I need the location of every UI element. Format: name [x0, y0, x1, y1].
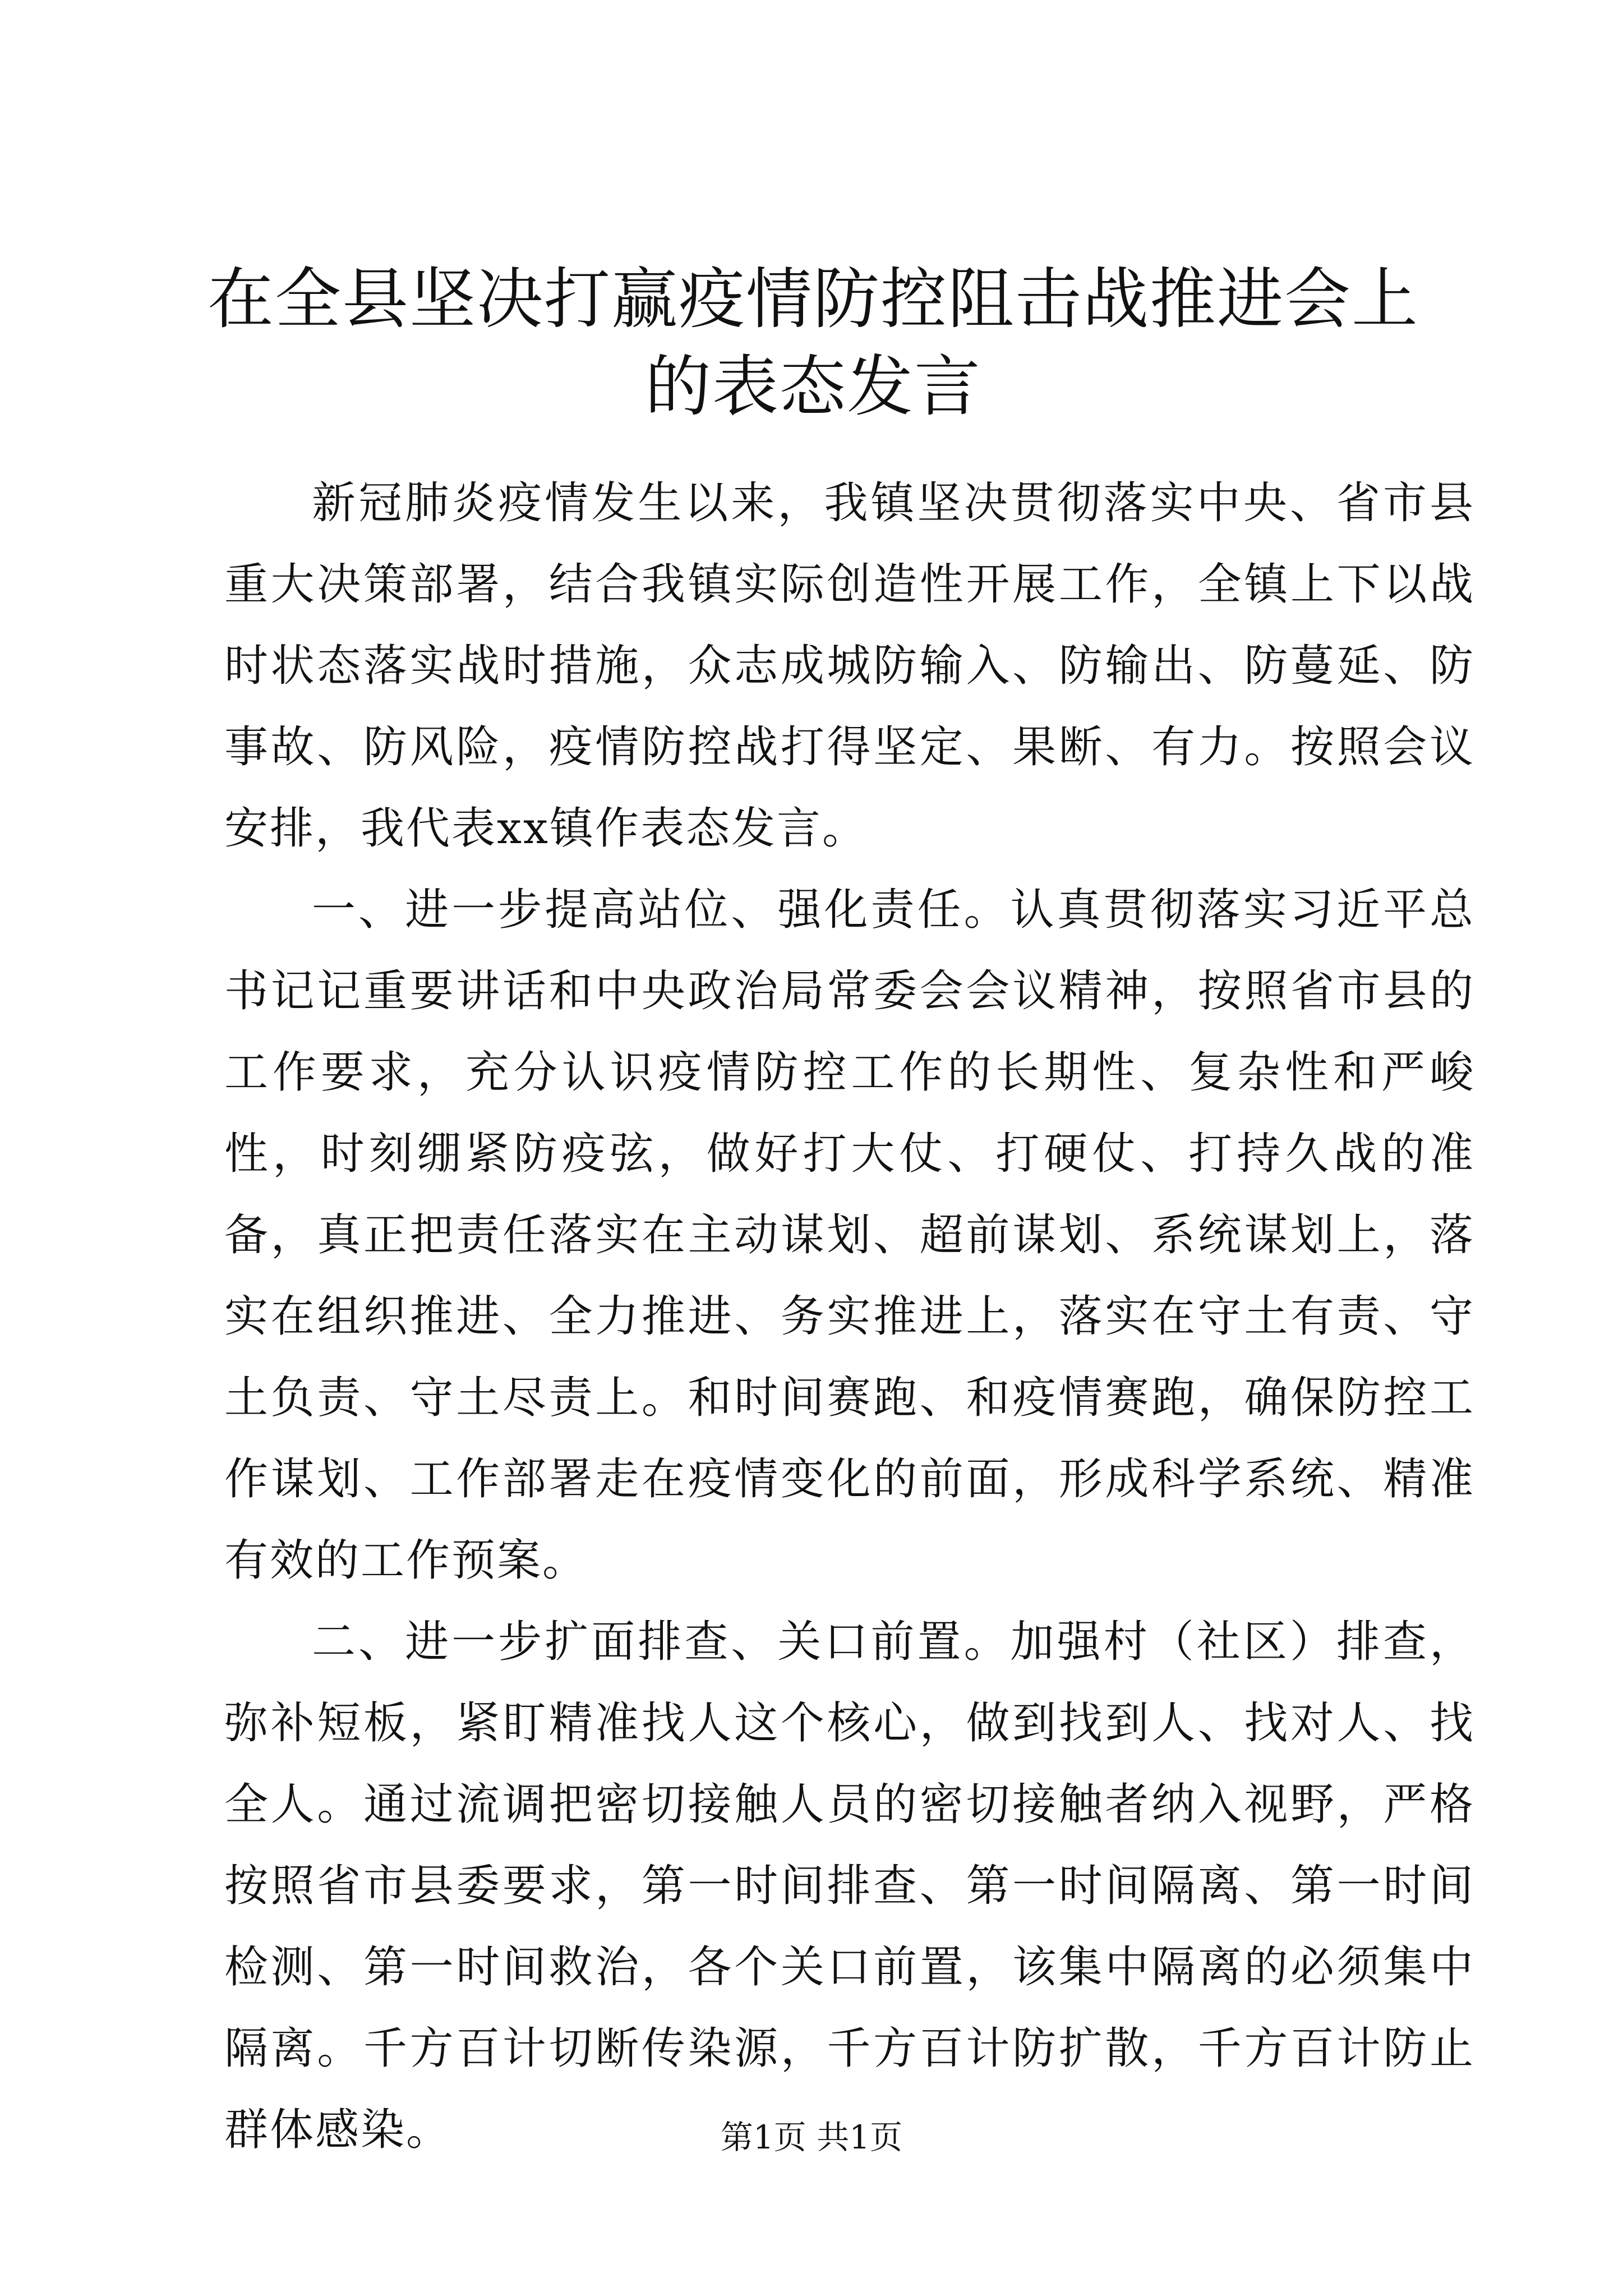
paragraph-section-two: 二、进一步扩面排查、关口前置。加强村（社区）排查，弥补短板，紧盯精准找人这个核心，做到找到人、找对人、找全人。通过流调把密切接触人员的密切接触者纳入视野，严格按照省市县委要求，第一时间排查、第一时间隔离、第一时间检测、第一时间救治，各个关口前置，该集中隔离的必须集中隔离。千方百计切断传染源，千方百计防扩散，千方百计防止群体感染。 — [224, 1617, 1475, 2155]
paragraph-intro: 新冠肺炎疫情发生以来，我镇坚决贯彻落实中央、省市县重大决策部署，结合我镇实际创造性开展工作，全镇上下以战时状态落实战时措施，众志成城防输入、防输出、防蔓延、防事故、防风险，疫情防控战打得坚定、果断、有力。按照会议安排，我代表xx镇作表态发言。 — [224, 478, 1475, 854]
page-footer: 第1页 共1页 — [720, 2118, 903, 2156]
paragraph-section-one: 一、进一步提高站位、强化责任。认真贯彻落实习近平总书记记重要讲话和中央政治局常委会会议精神，按照省市县的工作要求，充分认识疫情防控工作的长期性、复杂性和严峻性，时刻绷紧防疫弦，做好打大仗、打硬仗、打持久战的准备，真正把责任落实在主动谋划、超前谋划、系统谋划上，落实在组织推进、全力推进、务实推进上，落实在守土有责、守土负责、守土尽责上。和时间赛跑、和疫情赛跑，确保防控工作谋划、工作部署走在疫情变化的前面，形成科学系统、精准有效的工作预案。 — [224, 885, 1475, 1586]
document-body — [224, 463, 1475, 2171]
document-title: 在全县坚决打赢疫情防控阻击战推进会上的表态发言 — [208, 260, 1419, 425]
